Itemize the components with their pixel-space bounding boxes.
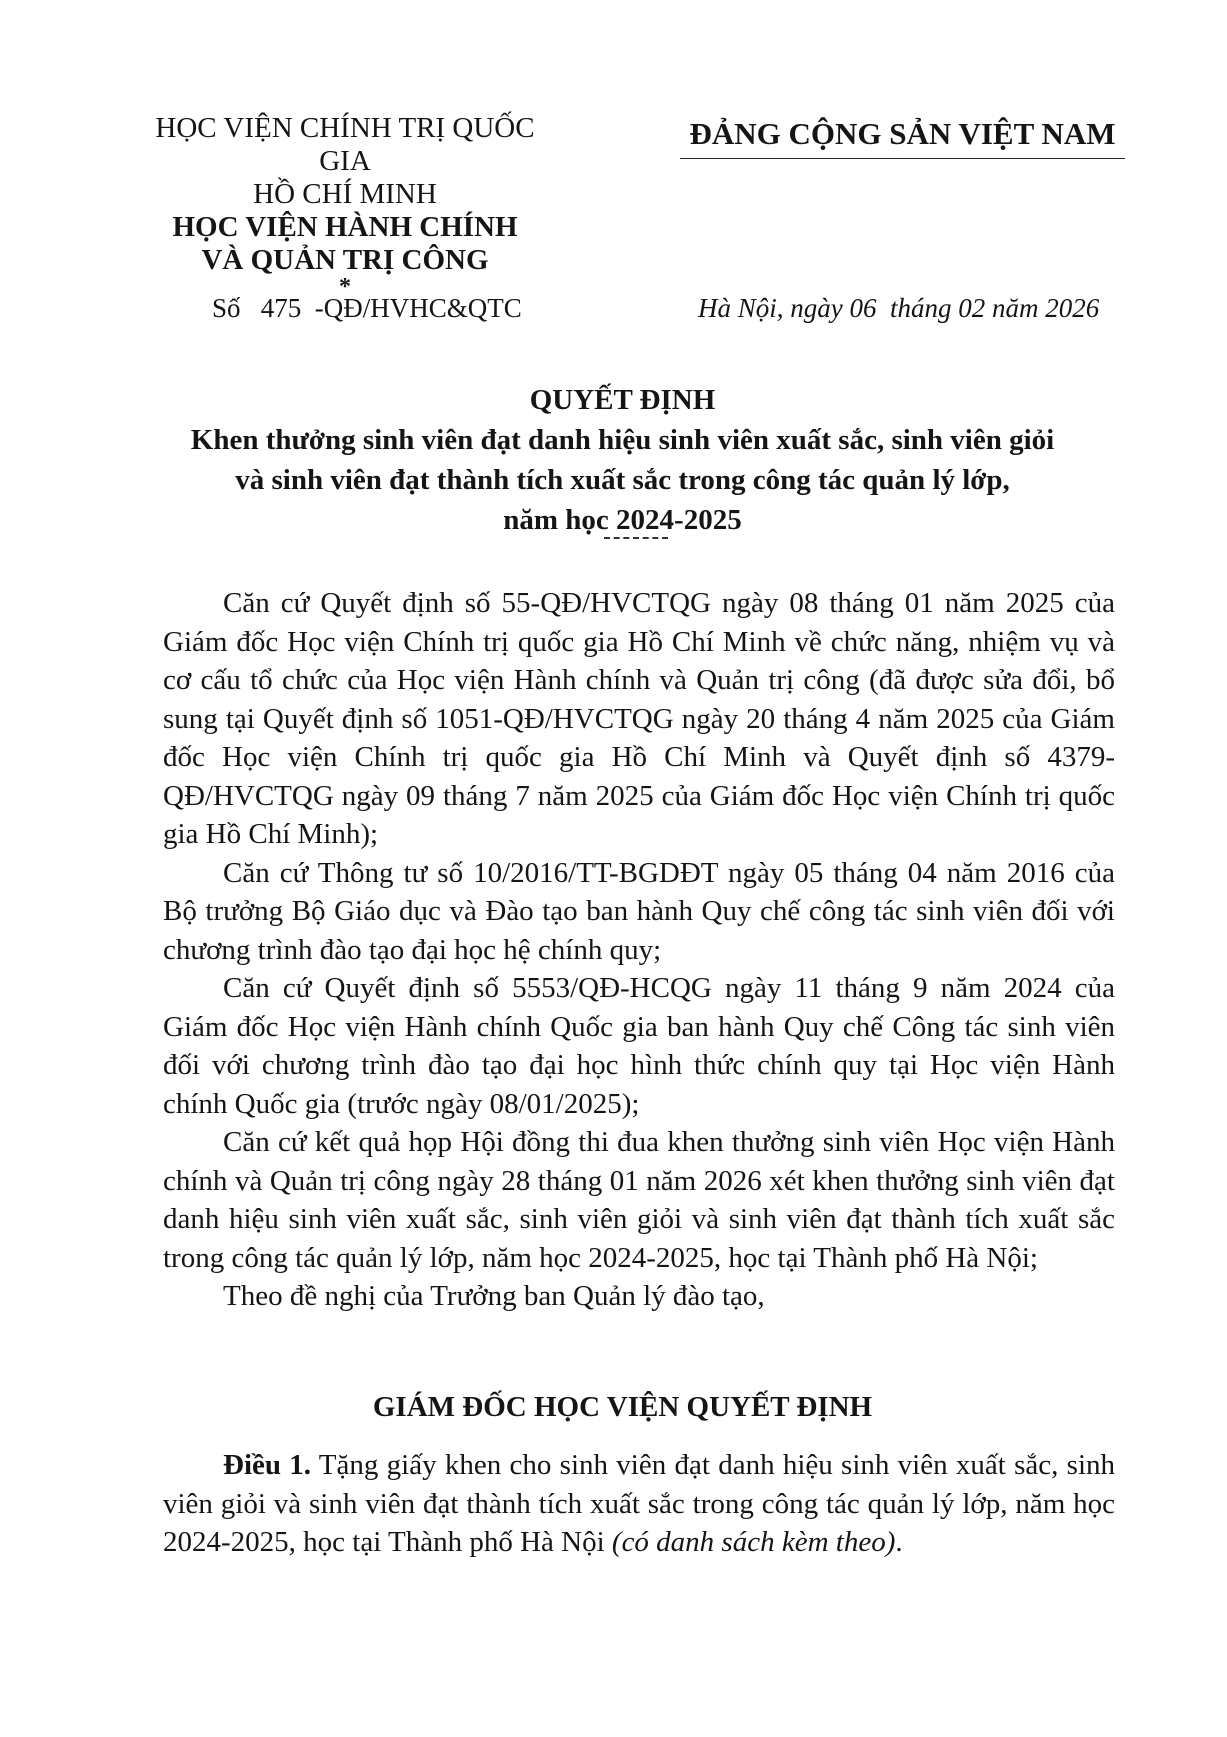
article-1-label: Điều 1. bbox=[223, 1449, 312, 1481]
basis-paragraph: Căn cứ kết quả họp Hội đồng thi đua khen thưởng sinh viên Học viện Hành chính và Quản trị công ngày 28 tháng 01 năm 2026 xét khen thưởng sinh viên đạt danh hiệu sinh viên xuất sắc, sinh viên giỏi và sinh viên đạt thành tích xuất sắc trong công tác quản lý lớp, năm học 2024-2025, học tại Thành phố Hà Nội; bbox=[163, 1126, 1115, 1274]
decision-heading: GIÁM ĐỐC HỌC VIỆN QUYẾT ĐỊNH bbox=[372, 1391, 873, 1423]
title-main: QUYẾT ĐỊNH bbox=[529, 384, 716, 416]
party-name: ĐẢNG CỘNG SẢN VIỆT NAM bbox=[689, 116, 1116, 151]
parent-org-line-2: HỒ CHÍ MINH bbox=[253, 178, 437, 210]
basis-paragraph: Theo đề nghị của Trưởng ban Quản lý đào tạo, bbox=[223, 1280, 765, 1312]
party-underline bbox=[680, 158, 1125, 159]
org-name-line-2: VÀ QUẢN TRỊ CÔNG bbox=[201, 244, 489, 276]
document-number: Số 475 -QĐ/HVHC&QTC bbox=[212, 293, 522, 323]
title-divider bbox=[604, 537, 668, 539]
place-and-date: Hà Nội, ngày 06 tháng 02 năm 2026 bbox=[698, 293, 1100, 323]
basis-paragraph: Căn cứ Quyết định số 55-QĐ/HVCTQG ngày 08 tháng 01 năm 2025 của Giám đốc Học viện Chính trị quốc gia Hồ Chí Minh về chức năng, nhiệm vụ và cơ cấu tổ chức của Học viện Hành chính và Quản trị công (đã được sửa đổi, bổ sung tại Quyết định số 1051-QĐ/HVCTQG ngày 20 tháng 4 năm 2025 của Giám đốc Học viện Chính trị quốc gia Hồ Chí Minh và Quyết định số 4379-QĐ/HVCTQG ngày 09 tháng 7 năm 2025 của Giám đốc Học viện Chính trị quốc gia Hồ Chí Minh); bbox=[163, 587, 1115, 850]
parent-org-line-1: HỌC VIỆN CHÍNH TRỊ QUỐC GIA bbox=[155, 112, 535, 177]
title-line-1: Khen thưởng sinh viên đạt danh hiệu sinh viên xuất sắc, sinh viên giỏi bbox=[190, 424, 1055, 456]
title-line-2: và sinh viên đạt thành tích xuất sắc trong công tác quản lý lớp, bbox=[235, 464, 1010, 496]
legal-basis bbox=[163, 584, 1115, 1316]
article-1-end: . bbox=[895, 1526, 903, 1558]
star-mark: * bbox=[339, 274, 351, 300]
basis-paragraph: Căn cứ Thông tư số 10/2016/TT-BGDĐT ngày 05 tháng 04 năm 2016 của Bộ trưởng Bộ Giáo dục và Đào tạo ban hành Quy chế công tác sinh viên đối với chương trình đào tạo đại học hệ chính quy; bbox=[163, 856, 1115, 966]
article-1-text: Tặng giấy khen cho sinh viên đạt danh hiệu sinh viên xuất sắc, sinh viên giỏi và sinh viên đạt thành tích xuất sắc trong công tác quản lý lớp, năm học 2024-2025, học tại Thành phố Hà Nội bbox=[163, 1449, 1115, 1558]
document-title bbox=[130, 380, 1115, 540]
article-1 bbox=[163, 1446, 1115, 1562]
article-1-note: (có danh sách kèm theo) bbox=[611, 1526, 896, 1558]
article-1-paragraph bbox=[163, 1446, 1115, 1562]
title-line-3: năm học 2024-2025 bbox=[503, 504, 742, 536]
issuing-authority bbox=[130, 112, 560, 300]
org-name-line-1: HỌC VIỆN HÀNH CHÍNH bbox=[172, 211, 518, 243]
basis-paragraph: Căn cứ Quyết định số 5553/QĐ-HCQG ngày 11 tháng 9 năm 2024 của Giám đốc Học viện Hành chính Quốc gia ban hành Quy chế Công tác sinh viên đối với chương trình đào tạo đại học hình thức chính quy tại Học viện Hành chính Quốc gia (trước ngày 08/01/2025); bbox=[163, 972, 1115, 1120]
party-header bbox=[680, 116, 1125, 159]
